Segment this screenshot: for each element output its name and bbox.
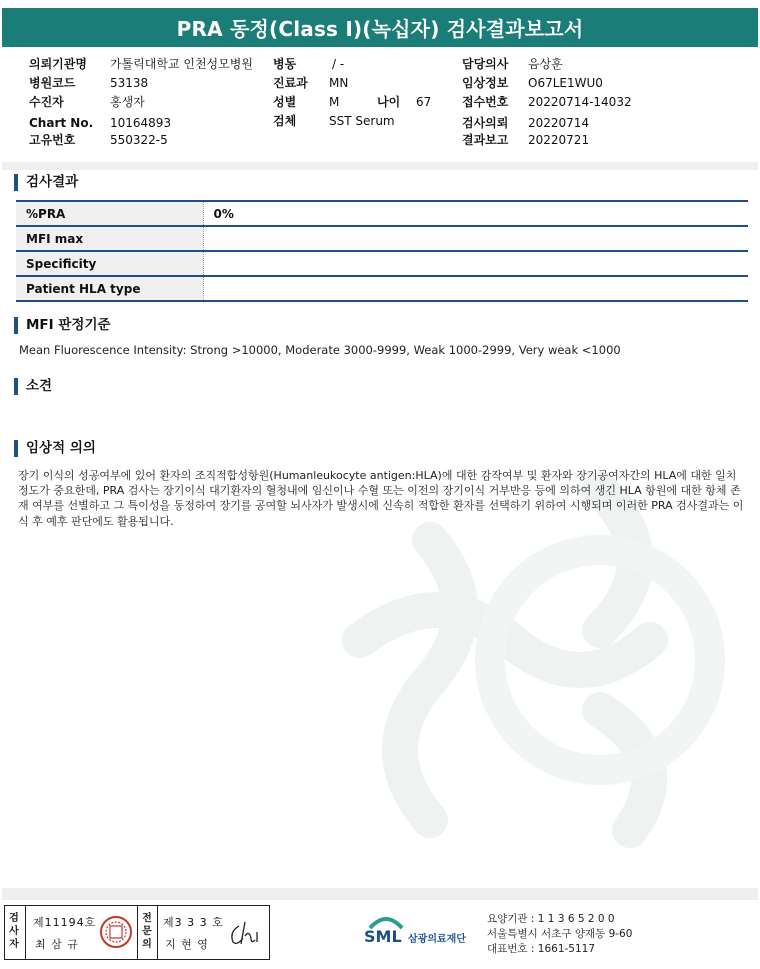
logo-text: SML: [364, 927, 402, 946]
clinical-info-value: O67LE1WU0: [528, 76, 603, 90]
table-row: [16, 276, 748, 301]
dept-label: 진료과: [273, 76, 308, 90]
mfi-section-title: MFI 판정기준: [14, 317, 111, 334]
org-address: 서울특별시 서초구 양재동 9-60: [487, 928, 633, 940]
results-table: [16, 200, 748, 302]
specificity-label: Specificity: [16, 251, 203, 276]
unique-id-label: 고유번호: [29, 133, 76, 147]
org-name: 삼광의료재단: [408, 934, 466, 945]
divider: [25, 906, 26, 959]
specialist-char: 전: [142, 913, 152, 924]
specialist-name: 지 현 영: [165, 938, 209, 951]
mfi-max-label: MFI max: [16, 226, 203, 251]
sex-value: M: [329, 95, 340, 109]
patient-label: 수진자: [29, 95, 64, 109]
sex-label: 성별: [273, 95, 297, 109]
request-date-value: 20220714: [528, 116, 590, 130]
header-divider: [2, 162, 758, 170]
examiner-number: 제11194호: [33, 916, 97, 929]
examiner-name: 최 삼 규: [35, 938, 79, 951]
request-date-label: 검사의뢰: [462, 116, 509, 130]
examiner-char: 검: [9, 913, 19, 924]
patient-value: 홍생자: [110, 95, 145, 109]
specificity-value: [203, 251, 748, 276]
table-row: [16, 201, 748, 226]
table-row: [16, 226, 748, 251]
report-date-value: 20220721: [528, 133, 590, 147]
footer-divider: [2, 888, 758, 900]
clinical-section-title: 임상적 의의: [14, 440, 96, 457]
examiner-char: 사: [9, 926, 19, 937]
chart-no-label: Chart No.: [29, 116, 94, 130]
org-info: [487, 912, 632, 957]
hla-type-value: [203, 276, 748, 301]
specialist-char: 문: [142, 926, 152, 937]
report-title: PRA 동정(Class I)(녹십자) 검사결과보고서: [2, 8, 758, 47]
mfi-max-value: [203, 226, 748, 251]
specialist-vertical-label: [141, 912, 153, 951]
specimen-label: 검체: [273, 114, 297, 128]
mfi-criteria-text: Mean Fluorescence Intensity: Strong >10000, Moderate 3000-9999, Weak 1000-2999, Very weak <1000: [19, 343, 621, 357]
results-section-title: 검사결과: [14, 174, 78, 191]
ward-value: / -: [332, 57, 345, 71]
sml-logo: [364, 910, 484, 954]
dept-value: MN: [329, 76, 349, 90]
doctor-label: 담당의사: [462, 57, 509, 71]
header-info: [0, 0, 760, 160]
specialist-char: 의: [142, 939, 152, 950]
receipt-no-label: 접수번호: [462, 95, 509, 109]
hospital-value: 가톨릭대학교 인천성모병원: [110, 57, 253, 71]
age-label: 나이: [377, 95, 401, 109]
clinical-info-label: 임상정보: [462, 76, 509, 90]
divider: [137, 906, 138, 959]
receipt-no-value: 20220714-14032: [528, 95, 632, 109]
signature-icon: [227, 918, 265, 948]
ward-label: 병동: [273, 57, 297, 71]
chart-no-value: 10164893: [110, 116, 172, 130]
table-row: [16, 251, 748, 276]
report-date-label: 결과보고: [462, 133, 509, 147]
hospital-label: 의뢰기관명: [29, 57, 87, 71]
signature-box: [4, 905, 270, 960]
divider: [157, 906, 158, 959]
examiner-vertical-label: [8, 912, 20, 951]
clinical-text: 장기 이식의 성공여부에 있어 환자의 조직적합성항원(Humanleukocyte antigen:HLA)에 대한 감작여부 및 환자와 장기공여자간의 HLA에 대한 일치 정도가 중요한데, PRA 검사는 장기이식 대기환자의 혈청내에 임신이나 수혈 또는 이전의 장기이식 거부반응 등에 의하여 생긴 HLA 항원에 대한 항체 존재 여부를 선별하고 그 특이성을 동정하여 장기를 공여할 뇌사자가 발생시에 신속히 적합한 환자를 선택하기 위하여 시행되며 이러한 PRA 검사결과는 이식 후 예후 판단에도 활용됩니다.: [18, 469, 744, 528]
unique-id-value: 550322-5: [110, 133, 168, 147]
hla-type-label: Patient HLA type: [16, 276, 203, 301]
org-code: 요양기관 : 1 1 3 6 5 2 0 0: [487, 913, 615, 925]
opinion-section-title: 소견: [14, 378, 52, 395]
specialist-number: 제3 3 3 호: [163, 916, 224, 929]
org-phone: 대표번호 : 1661-5117: [487, 943, 596, 955]
examiner-char: 자: [9, 939, 19, 950]
pra-label: %PRA: [16, 201, 203, 226]
pra-value: 0%: [203, 201, 748, 226]
seal-stamp-icon: [99, 915, 133, 949]
doctor-value: 음상훈: [528, 57, 563, 71]
hospital-code-value: 53138: [110, 76, 149, 90]
specimen-value: SST Serum: [329, 114, 395, 128]
hospital-code-label: 병원코드: [29, 76, 76, 90]
age-value: 67: [416, 95, 432, 109]
